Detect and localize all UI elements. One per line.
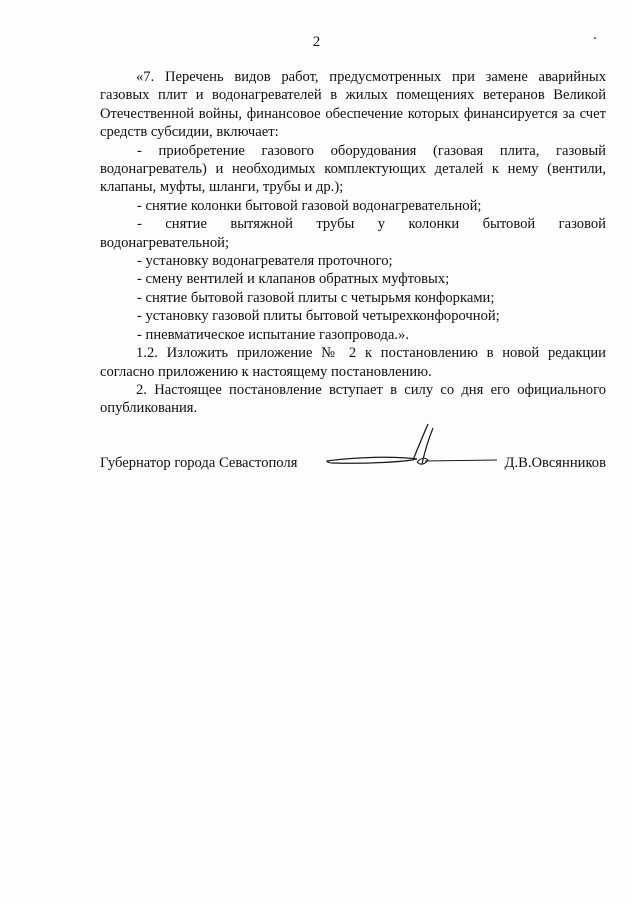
word: газовой <box>558 216 606 233</box>
list-item-pipe-removal-cont: водонагревательной; <box>100 234 229 251</box>
paragraph-7-intro: «7. Перечень видов работ, предусмотренных при замене аварийных газовых плит и водонагревателей в жилых помещениях ветеранов Великой Отечественной войны, финансовое обеспечение которых финансируется за счет средств субсидии, включает: <box>100 69 606 141</box>
list-item-stove-removal: - снятие бытовой газовой плиты с четырьмя конфорками; <box>137 289 495 306</box>
list-item-heater-install: - установку водонагревателя проточного; <box>137 253 393 270</box>
paragraph-1-2: 1.2. Изложить приложение № 2 к постановлению в новой редакции согласно приложению к настоящему постановлению. <box>100 345 606 380</box>
word: вытяжной <box>230 216 293 233</box>
list-item-stove-install: - установку газовой плиты бытовой четырехконфорочной; <box>137 308 500 325</box>
page-number: 2 <box>312 34 321 50</box>
word: бытовой <box>482 216 536 233</box>
signatory-name: Д.В.Овсянников <box>504 455 606 471</box>
word: у <box>377 216 386 233</box>
list-item-pressure-test: - пневматическое испытание газопровода.». <box>137 326 409 343</box>
document-body <box>100 68 606 418</box>
signature-block <box>100 455 606 475</box>
word: снятие <box>165 216 207 233</box>
word: колонки <box>408 216 460 233</box>
word: - <box>137 216 142 233</box>
word: трубы <box>316 216 355 233</box>
scan-speck <box>594 37 596 39</box>
paragraph-2: 2. Настоящее постановление вступает в силу со дня его официального опубликования. <box>100 381 606 417</box>
list-item-equipment: - приобретение газового оборудования (газовая плита, газовый водонагреватель) и необходимых комплектующих деталей к нему (вентили, клапаны, муфты, шланги, трубы и др.); <box>100 142 606 196</box>
signatory-title: Губернатор города Севастополя <box>100 455 298 471</box>
list-item-pipe-removal <box>100 215 606 233</box>
list-item-column-removal: - снятие колонки бытовой газовой водонагревательной; <box>137 197 482 214</box>
list-item-valve-replacement: - смену вентилей и клапанов обратных муфтовых; <box>137 271 450 288</box>
